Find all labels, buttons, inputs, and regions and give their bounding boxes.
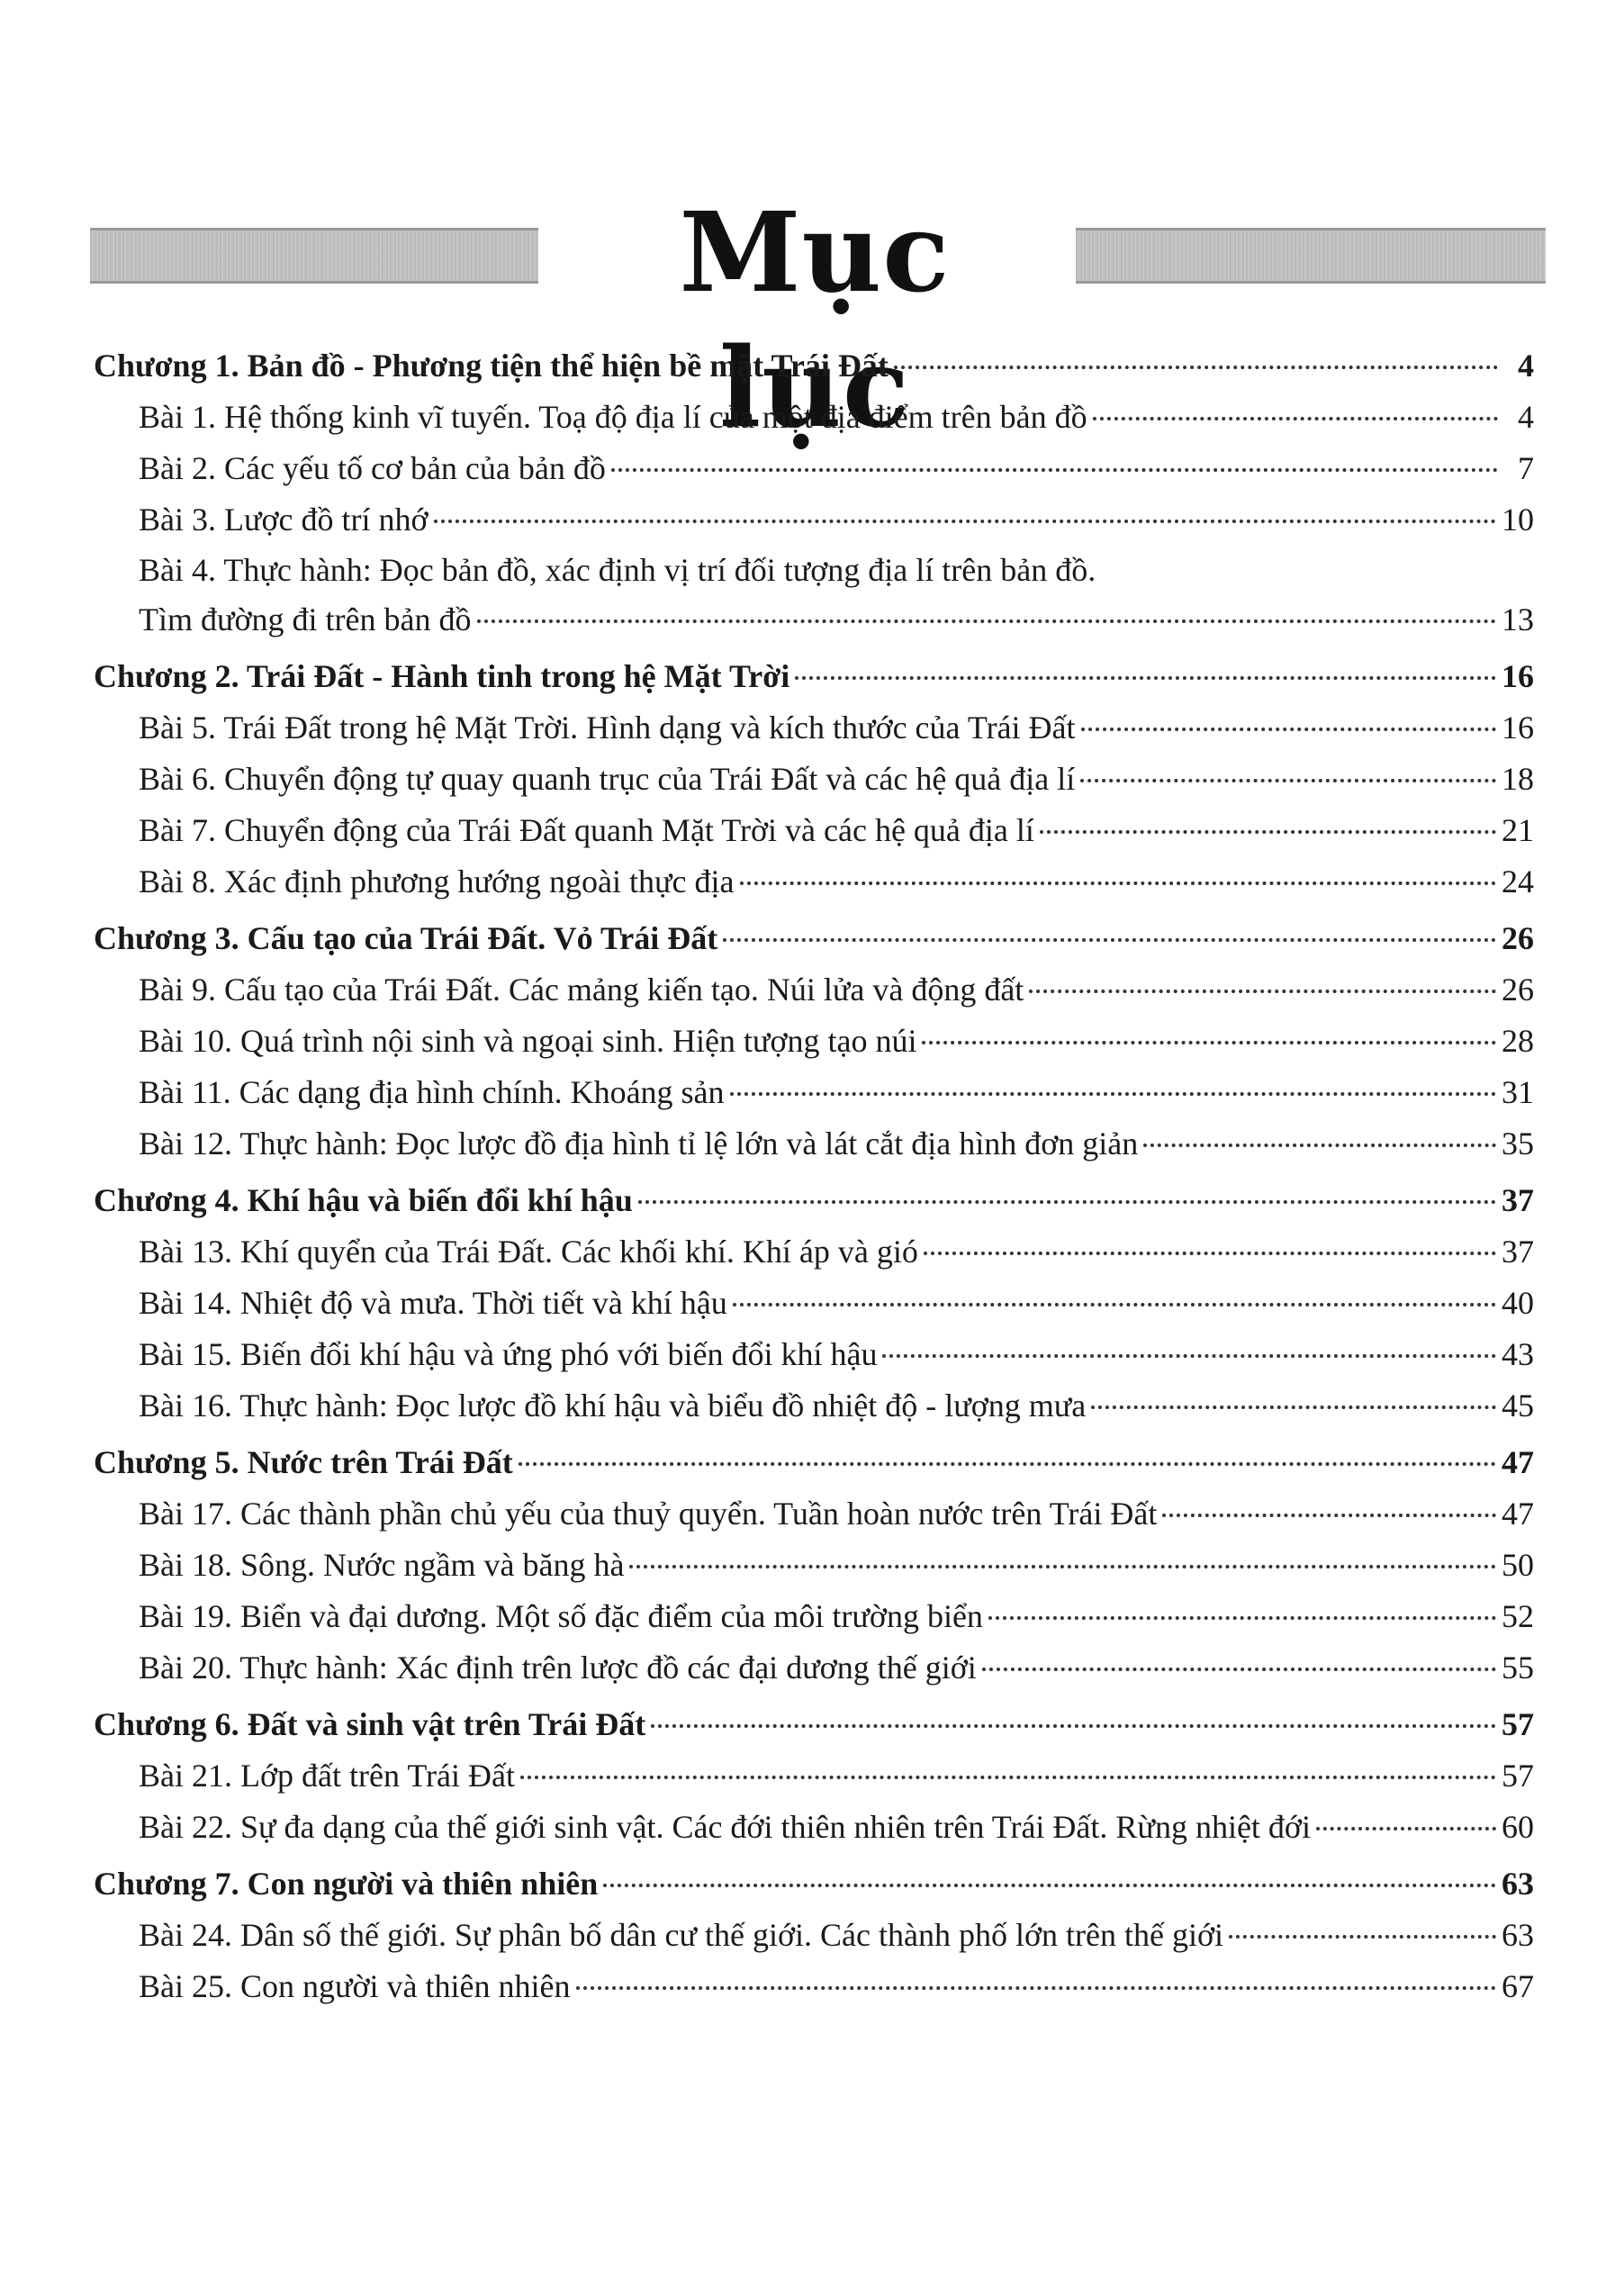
lesson-entry[interactable] [94,1750,1534,1802]
lesson-page-number: 50 [1502,1547,1534,1583]
chapter-entry[interactable] [94,1437,1534,1488]
lesson-entry[interactable] [94,1961,1534,2012]
dot-leader [982,1667,1496,1671]
lesson-entry[interactable] [94,1591,1534,1642]
lesson-title: Bài 13. Khí quyển của Trái Đất. Các khối khí. Khí áp và gió [139,1234,918,1270]
lesson-page-number: 26 [1502,972,1534,1008]
dot-leader [882,1353,1496,1358]
dot-leader [1080,778,1496,782]
lesson-entry[interactable] [94,1226,1534,1278]
dot-leader [988,1615,1496,1620]
lesson-title: Bài 9. Cấu tạo của Trái Đất. Các mảng kiến tạo. Núi lửa và động đất [139,972,1024,1008]
lesson-entry[interactable] [94,494,1534,546]
lesson-title: Bài 3. Lược đồ trí nhớ [139,502,429,538]
dot-leader [434,519,1496,523]
lesson-entry[interactable] [94,1016,1534,1067]
lesson-page-number: 63 [1502,1917,1534,1953]
chapter-page-number: 26 [1502,920,1534,956]
lesson-page-number: 18 [1502,761,1534,797]
chapter-page-number: 16 [1502,658,1534,694]
lesson-entry[interactable] [94,1910,1534,1961]
chapter-entry[interactable] [94,340,1534,392]
chapter-entry[interactable] [94,1175,1534,1226]
lesson-page-number: 60 [1502,1809,1534,1845]
dot-leader [629,1564,1496,1568]
dot-leader [611,467,1498,472]
lesson-title: Bài 2. Các yếu tố cơ bản của bản đồ [139,450,606,486]
lesson-page-number: 57 [1502,1758,1534,1794]
lesson-title: Tìm đường đi trên bản đồ [139,601,472,637]
lesson-title: Bài 19. Biển và đại dương. Một số đặc điểm của môi trường biển [139,1598,983,1634]
page-title: Mục lục [679,187,951,452]
dot-leader [1162,1513,1496,1517]
lesson-title: Bài 17. Các thành phần chủ yếu của thuỷ quyển. Tuần hoàn nước trên Trái Đất [139,1496,1158,1532]
lesson-entry[interactable] [94,392,1534,443]
dot-leader [651,1723,1496,1728]
lesson-entry[interactable] [94,1802,1534,1853]
lesson-entry[interactable] [94,856,1534,908]
dot-leader [795,675,1496,680]
lesson-entry[interactable] [94,1329,1534,1380]
lesson-page-number: 67 [1502,1968,1534,2004]
chapter-page-number: 63 [1502,1866,1534,1902]
lesson-title: Bài 1. Hệ thống kinh vĩ tuyến. Toạ độ địa lí của một địa điểm trên bản đồ [139,399,1087,435]
lesson-page-number: 31 [1502,1074,1534,1110]
dot-leader [638,1199,1496,1204]
chapter-title: Chương 4. Khí hậu và biến đổi khí hậu [94,1182,633,1218]
lesson-title: Bài 21. Lớp đất trên Trái Đất [139,1758,515,1794]
dot-leader [477,619,1497,623]
lesson-entry[interactable] [94,1380,1534,1432]
lesson-title: Bài 20. Thực hành: Xác định trên lược đồ các đại dương thế giới [139,1650,977,1686]
dot-leader [1040,829,1496,834]
dot-leader [603,1883,1496,1887]
lesson-page-number: 4 [1518,399,1534,435]
lesson-title: Bài 25. Con người và thiên nhiên [139,1968,571,2004]
dot-leader [733,1302,1496,1306]
lesson-entry[interactable] [94,805,1534,856]
lesson-title: Bài 18. Sông. Nước ngầm và băng hà [139,1547,625,1583]
title-bar-left [90,228,538,284]
dot-leader [576,1985,1497,1990]
lesson-entry[interactable] [94,1118,1534,1170]
chapter-title: Chương 1. Bản đồ - Phương tiện thể hiện bề mặt Trái Đất [94,348,889,384]
lesson-entry[interactable] [94,594,1534,646]
lesson-entry[interactable] [94,1642,1534,1694]
lesson-page-number: 45 [1502,1388,1534,1424]
lesson-entry[interactable] [94,964,1534,1016]
lesson-entry[interactable] [94,754,1534,805]
lesson-page-number: 10 [1502,502,1534,538]
chapter-entry[interactable] [94,1858,1534,1910]
lesson-page-number: 40 [1502,1285,1534,1321]
lesson-title: Bài 5. Trái Đất trong hệ Mặt Trời. Hình dạng và kích thước của Trái Đất [139,710,1076,746]
title-bar-right [1076,228,1546,284]
lesson-page-number: 52 [1502,1598,1534,1634]
lesson-entry[interactable] [94,702,1534,754]
chapter-title: Chương 5. Nước trên Trái Đất [94,1444,513,1480]
chapter-entry[interactable] [94,651,1534,702]
lesson-page-number: 16 [1502,710,1534,746]
dot-leader [1081,727,1496,731]
chapter-title: Chương 3. Cấu tạo của Trái Đất. Vỏ Trái Đất [94,920,718,956]
lesson-title: Bài 24. Dân số thế giới. Sự phân bố dân cư thế giới. Các thành phố lớn trên thế giới [139,1917,1223,1953]
chapter-page-number: 37 [1502,1182,1534,1218]
chapter-page-number: 57 [1502,1706,1534,1742]
lesson-page-number: 37 [1502,1234,1534,1270]
lesson-page-number: 55 [1502,1650,1534,1686]
lesson-page-number: 13 [1502,601,1534,637]
lesson-title: Bài 16. Thực hành: Đọc lược đồ khí hậu và biểu đồ nhiệt độ - lượng mưa [139,1388,1087,1424]
chapter-title: Chương 7. Con người và thiên nhiên [94,1866,599,1902]
chapter-title: Chương 6. Đất và sinh vật trên Trái Đất [94,1706,646,1742]
dot-leader [730,1091,1496,1096]
dot-leader [1229,1934,1496,1939]
dot-leader [1029,989,1496,993]
dot-leader [922,1040,1496,1044]
lesson-page-number: 24 [1502,863,1534,899]
lesson-entry[interactable] [94,1278,1534,1329]
chapter-entry[interactable] [94,913,1534,964]
dot-leader [1316,1826,1496,1831]
lesson-title: Bài 14. Nhiệt độ và mưa. Thời tiết và khí hậu [139,1285,727,1321]
lesson-entry[interactable] [94,1488,1534,1540]
dot-leader [520,1775,1496,1779]
chapter-entry[interactable] [94,1699,1534,1750]
lesson-title: Bài 8. Xác định phương hướng ngoài thực địa [139,863,735,899]
lesson-entry[interactable] [94,1540,1534,1591]
dot-leader [740,881,1497,885]
lesson-title: Bài 6. Chuyển động tự quay quanh trục của Trái Đất và các hệ quả địa lí [139,761,1076,797]
dot-leader [894,365,1498,369]
chapter-title: Chương 2. Trái Đất - Hành tinh trong hệ Mặt Trời [94,658,790,694]
lesson-entry[interactable] [94,1067,1534,1118]
lesson-page-number: 28 [1502,1023,1534,1059]
lesson-title: Bài 10. Quá trình nội sinh và ngoại sinh. Hiện tượng tạo núi [139,1023,917,1059]
dot-leader [519,1461,1496,1466]
lesson-page-number: 47 [1502,1496,1534,1532]
lesson-page-number: 21 [1502,812,1534,848]
lesson-title: Bài 22. Sự đa dạng của thế giới sinh vật. Các đới thiên nhiên trên Trái Đất. Rừng nhiệt đới [139,1809,1311,1845]
lesson-title: Bài 15. Biến đổi khí hậu và ứng phó với biến đổi khí hậu [139,1336,878,1372]
chapter-page-number: 4 [1518,348,1534,384]
lesson-title: Bài 7. Chuyển động của Trái Đất quanh Mặt Trời và các hệ quả địa lí [139,812,1034,848]
table-of-contents [94,340,1534,2012]
chapter-page-number: 47 [1502,1444,1534,1480]
dot-leader [723,937,1496,942]
lesson-entry[interactable] [94,443,1534,494]
dot-leader [1091,1405,1496,1409]
lesson-title-line: Bài 4. Thực hành: Đọc bản đồ, xác định vị trí đối tượng địa lí trên bản đồ. [139,552,1096,588]
lesson-page-number: 43 [1502,1336,1534,1372]
lesson-page-number: 7 [1518,450,1534,486]
dot-leader [924,1251,1496,1255]
lesson-page-number: 35 [1502,1125,1534,1162]
dot-leader [1143,1143,1496,1147]
lesson-title: Bài 12. Thực hành: Đọc lược đồ địa hình tỉ lệ lớn và lát cắt địa hình đơn giản [139,1125,1139,1162]
lesson-title: Bài 11. Các dạng địa hình chính. Khoáng sản [139,1074,725,1110]
dot-leader [1093,416,1498,420]
